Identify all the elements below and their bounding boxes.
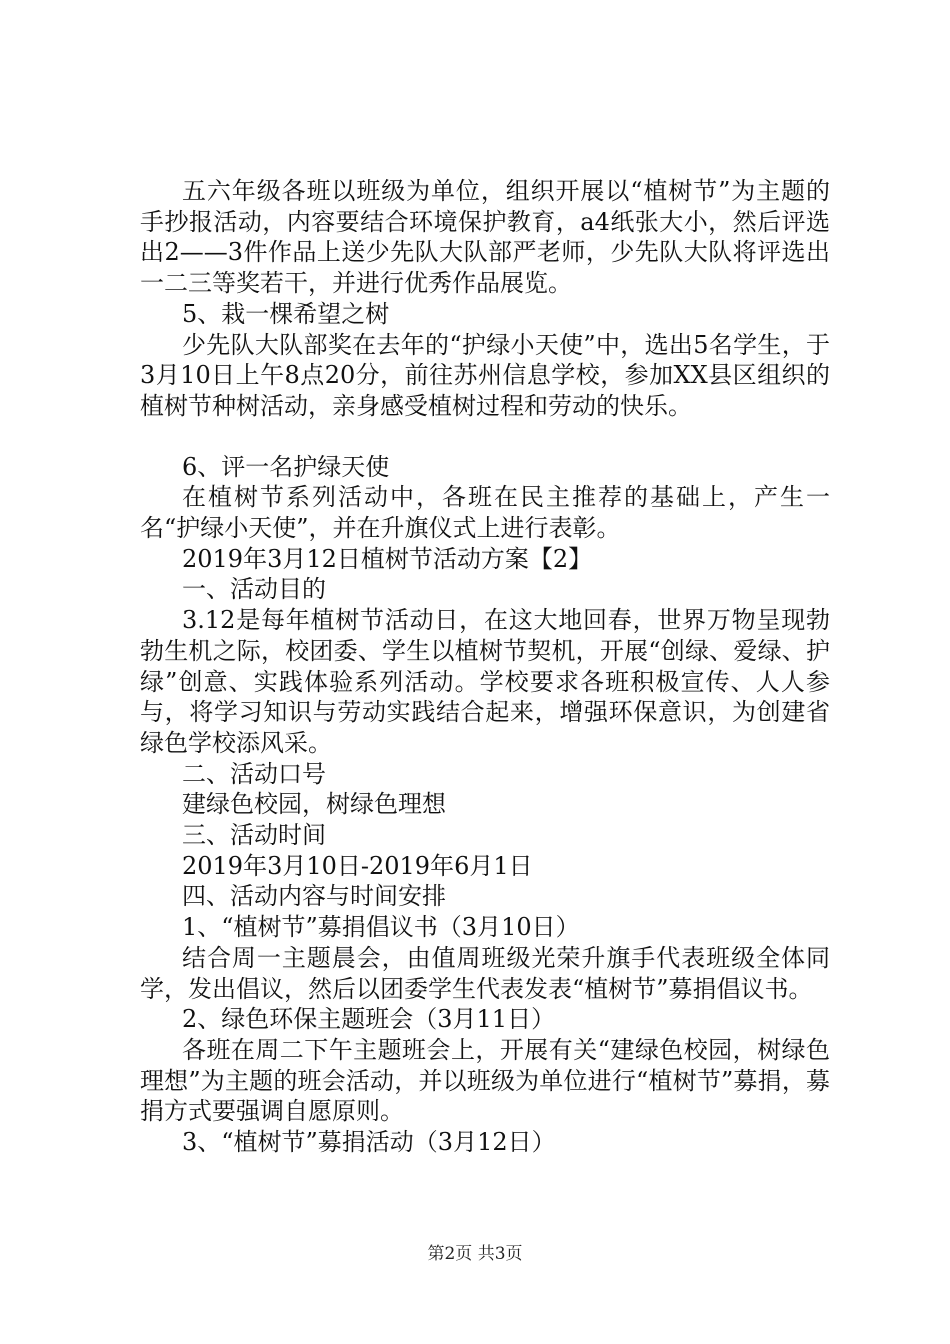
- paragraph-activity-slogan: 建绿色校园，树绿色理想: [182, 790, 446, 819]
- heading-activity-slogan: 二、活动口号: [182, 759, 326, 788]
- heading-plant-hope-tree: 5、栽一棵希望之树: [182, 299, 390, 328]
- document-body: [140, 176, 830, 1158]
- paragraph-spacer: [140, 422, 830, 452]
- paragraph-activity-purpose: 3.12是每年植树节活动日，在这大地回春，世界万物呈现勃勃生机之际，校团委、学生以植树节契机，开展“创绿、爱绿、护绿”创意、实践体验系列活动。学校要求各班积极宣传、人人参与，将学习知识与劳动实践结合起来，增强环保意识，为创建省绿色学校添风采。: [140, 606, 830, 757]
- heading-donation-proposal: 1、“植树节”募捐倡议书（3月10日）: [182, 913, 580, 942]
- paragraph-activity-time: 2019年3月10日-2019年6月1日: [182, 851, 533, 880]
- heading-donation-activity: 3、“植树节”募捐活动（3月12日）: [182, 1128, 556, 1157]
- paragraph-class-meeting: 各班在周二下午主题班会上，开展有关“建绿色校园，树绿色理想”为主题的班会活动，并以班级为单位进行“植树节”募捐，募捐方式要强调自愿原则。: [140, 1035, 830, 1126]
- paragraph-handwritten-newspaper: 五六年级各班以班级为单位，组织开展以“植树节”为主题的手抄报活动，内容要结合环境保护教育，a4纸张大小，然后评选出2——3件作品上送少先队大队部严老师，少先队大队将评选出一二三等奖若干，并进行优秀作品展览。: [140, 177, 830, 298]
- paragraph-donation-proposal: 结合周一主题晨会，由值周班级光荣升旗手代表班级全体同学，发出倡议，然后以团委学生代表发表“植树节”募捐倡议书。: [140, 943, 830, 1003]
- heading-activity-content: 四、活动内容与时间安排: [182, 882, 446, 911]
- heading-class-meeting: 2、绿色环保主题班会（3月11日）: [182, 1005, 556, 1034]
- page-footer: 第2页 共3页: [427, 1244, 523, 1264]
- heading-green-angel: 6、评一名护绿天使: [182, 452, 390, 481]
- heading-activity-purpose: 一、活动目的: [182, 575, 326, 604]
- paragraph-tree-planting-trip: 少先队大队部奖在去年的“护绿小天使”中，选出5名学生，于3月10日上午8点20分，前往苏州信息学校，参加XX县区组织的植树节种树活动，亲身感受植树过程和劳动的快乐。: [140, 330, 830, 420]
- paragraph-green-angel: 在植树节系列活动中，各班在民主推荐的基础上，产生一名“护绿小天使”，并在升旗仪式上进行表彰。: [140, 483, 830, 543]
- heading-activity-time: 三、活动时间: [182, 821, 326, 850]
- section-title-plan-2: 2019年3月12日植树节活动方案【2】: [182, 544, 593, 573]
